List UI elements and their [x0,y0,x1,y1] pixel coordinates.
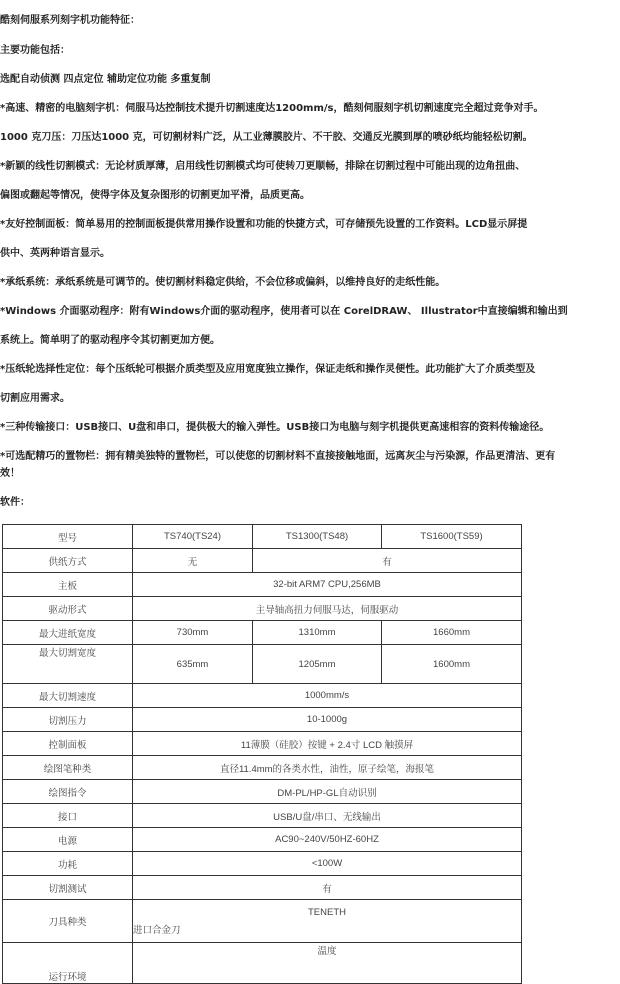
table-row [3,852,522,876]
row-label: 绘图笔种类 [3,756,133,780]
row-value: 无 [133,549,253,573]
software-label: 软件： [0,497,30,508]
table-row [3,597,522,621]
row-value: 635mm [133,645,253,684]
row-label: 刀具种类 [3,900,133,943]
row-label: 电源 [3,828,133,852]
paragraph-pressure: 1000 克刀压：刀压达1000 克，可切割材料广泛，从工业薄膜胶片、不干胶、交通反光膜到厚的喷砂纸均能轻松切割。 [0,132,533,143]
row-label: 运行环境 [3,943,133,984]
table-row [3,621,522,645]
table-row [3,732,522,756]
row-value: 主导轴高扭力伺服马达，伺服驱动 [133,597,522,621]
table-row [3,549,522,573]
features-title: 主要功能包括： [0,45,70,56]
row-value: 10-1000g [133,708,522,732]
table-row [3,780,522,804]
paragraph-panel-line1: *友好控制面板：简单易用的控制面板提供常用操作设置和功能的快捷方式，可存储预先设置的工作资料。LCD显示屏提 [0,219,528,230]
table-row [3,828,522,852]
paragraph-pinch-line2: 切割应用需求。 [0,393,70,404]
paragraph-panel-line2: 供中、英两种语言显示。 [0,248,110,259]
paragraph-driver-line1: *Windows 介面驱动程序：附有Windows介面的驱动程序，使用者可以在 CorelDRAW、 Illustrator中直接编辑和输出到 [0,306,568,317]
paragraph-speed: *高速、精密的电脑刻字机：伺服马达控制技术提升切割速度达1200mm/s，酷刻伺服刻字机切割速度完全超过竞争对手。 [0,103,544,114]
row-value [133,900,522,943]
paragraph-stand-line1: *可选配精巧的置物栏：拥有精美独特的置物栏，可以使您的切割材料不直接接触地面，远离灰尘与污染源，作品更清洁、更有 [0,451,556,462]
row-label: 最大切割速度 [3,684,133,708]
row-value: 直径11.4mm的各类水性，油性，原子绘笔，海报笔 [133,756,522,780]
row-value: 1600mm [382,645,522,684]
table-row [3,645,522,684]
header-ts1600: TS1600(TS59) [382,525,522,549]
row-label: 切割压力 [3,708,133,732]
row-value: 1000mm/s [133,684,522,708]
row-label: 最大切割宽度 [3,645,133,684]
row-label: 绘图指令 [3,780,133,804]
row-value: 1310mm [253,621,382,645]
row-label: 接口 [3,804,133,828]
table-row [3,876,522,900]
row-value: 温度 [133,943,522,984]
row-value: 730mm [133,621,253,645]
row-label: 切割测试 [3,876,133,900]
table-row [3,708,522,732]
row-value: 32-bit ARM7 CPU,256MB [133,573,522,597]
row-value: <100W [133,852,522,876]
row-value: DM-PL/HP-GL自动识别 [133,780,522,804]
paragraph-linear-line2: 偏图或翻起等情况，使得字体及复杂图形的切割更加平滑，品质更高。 [0,190,310,201]
doc-heading: 酷刻伺服系列刻字机功能特征： [0,15,140,26]
row-value: 有 [253,549,522,573]
row-value: AC90~240V/50HZ-60HZ [133,828,522,852]
table-row [3,573,522,597]
header-model: 型号 [3,525,133,549]
header-ts1300: TS1300(TS48) [253,525,382,549]
row-label: 功耗 [3,852,133,876]
paragraph-pinch-line1: *压纸轮选择性定位：每个压纸轮可根据介质类型及应用宽度独立操作，保证走纸和操作灵便性。此功能扩大了介质类型及 [0,364,536,375]
blade-line1: TENETH [308,906,346,918]
header-ts740: TS740(TS24) [133,525,253,549]
row-value: USB/U盘/串口、无线输出 [133,804,522,828]
row-label: 最大进纸宽度 [3,621,133,645]
paragraph-interfaces: *三种传输接口：USB接口、U盘和串口，提供极大的输入弹性。USB接口为电脑与刻字机提供更高速相容的资料传输途径。 [0,422,550,433]
row-value: 1660mm [382,621,522,645]
table-row-blade [3,900,522,943]
row-label: 主板 [3,573,133,597]
table-row [3,804,522,828]
table-row-env [3,943,522,984]
table-row [3,756,522,780]
blade-line2: 进口合金刀 [133,924,181,936]
paragraph-linear-line1: *新颖的线性切割模式：无论材质厚薄，启用线性切割模式均可使转刀更顺畅，排除在切割过程中可能出现的边角扭曲、 [0,161,526,172]
row-label: 驱动形式 [3,597,133,621]
paragraph-driver-line2: 系统上。简单明了的驱动程序令其切割更加方便。 [0,335,220,346]
row-label: 控制面板 [3,732,133,756]
row-value: 11薄膜（硅胶）按键 + 2.4寸 LCD 触摸屏 [133,732,522,756]
table-row [3,684,522,708]
table-header-row [3,525,522,549]
paragraph-stand-line2: 效！ [0,468,20,479]
row-value: 1205mm [253,645,382,684]
spec-table [2,524,522,984]
row-label: 供纸方式 [3,549,133,573]
paragraph-paper: *承纸系统：承纸系统是可调节的。使切割材料稳定供给，不会位移或偏斜，以维持良好的走纸性能。 [0,277,446,288]
row-value: 有 [133,876,522,900]
feature-line: 选配自动侦测 四点定位 辅助定位功能 多重复制 [0,74,211,85]
